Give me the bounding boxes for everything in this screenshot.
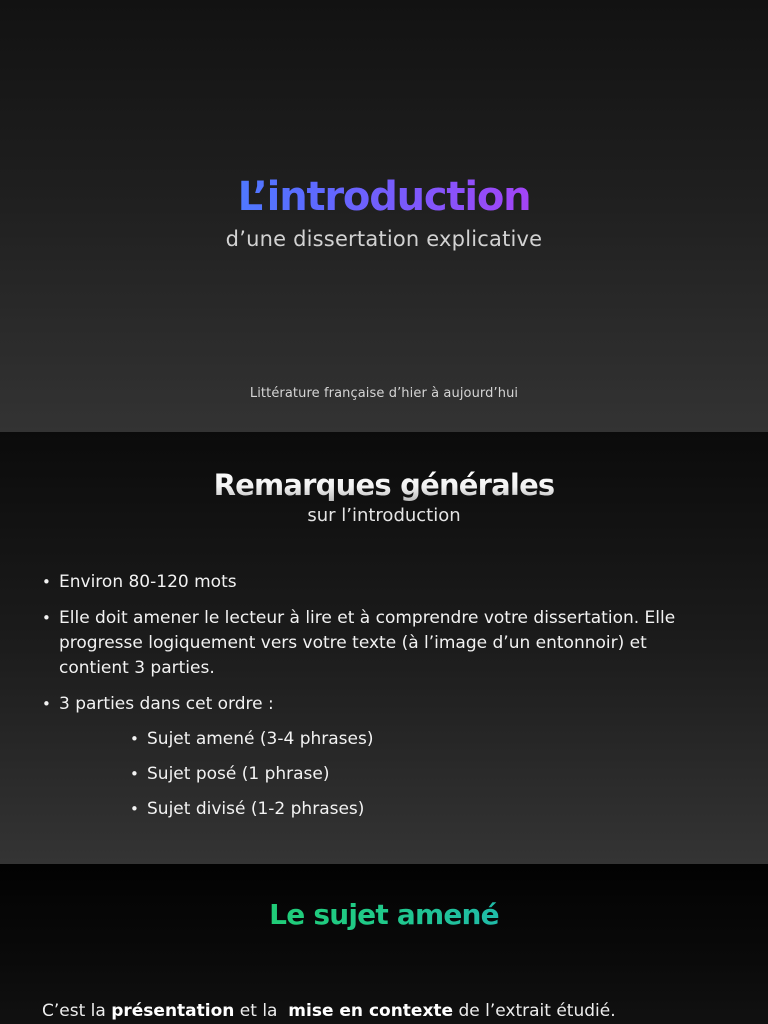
bullet-list bbox=[42, 570, 718, 728]
slide-subheading: sur l’introduction bbox=[307, 505, 461, 526]
text-segment: et la bbox=[234, 1001, 289, 1021]
text-segment: C’est la bbox=[42, 1001, 112, 1021]
slide-title bbox=[0, 0, 768, 432]
sub-bullet-item: • Sujet posé (1 phrase) bbox=[130, 762, 373, 787]
slide-title-subtitle: d’une dissertation explicative bbox=[225, 227, 543, 251]
slide-general-remarks bbox=[0, 432, 768, 864]
sub-bullet-item: • Sujet amené (3-4 phrases) bbox=[130, 727, 373, 752]
slide-heading: Le sujet amené bbox=[0, 898, 768, 931]
slide-sujet-amene bbox=[0, 864, 768, 1024]
text-segment: de l’extrait étudié. bbox=[453, 1001, 616, 1021]
sub-bullet-list bbox=[130, 727, 373, 832]
sub-bullet-item: • Sujet divisé (1-2 phrases) bbox=[130, 797, 373, 822]
body-text bbox=[42, 1001, 748, 1021]
bullet-item: • Environ 80-120 mots bbox=[42, 570, 718, 595]
bold-term: mise en contexte bbox=[288, 1001, 454, 1021]
course-label: Littérature française d’hier à aujourd’hui bbox=[249, 386, 519, 401]
slide-title-heading: L’introduction bbox=[0, 174, 768, 220]
bold-term: présentation bbox=[111, 1001, 235, 1021]
bullet-item: • 3 parties dans cet ordre : bbox=[42, 692, 718, 717]
bullet-item: • Elle doit amener le lecteur à lire et à comprendre votre dissertation. Elle progresse logiquement vers votre texte (à l’image d’un entonnoir) et contient 3 parties. bbox=[42, 606, 718, 681]
slide-heading: Remarques générales bbox=[0, 468, 768, 502]
